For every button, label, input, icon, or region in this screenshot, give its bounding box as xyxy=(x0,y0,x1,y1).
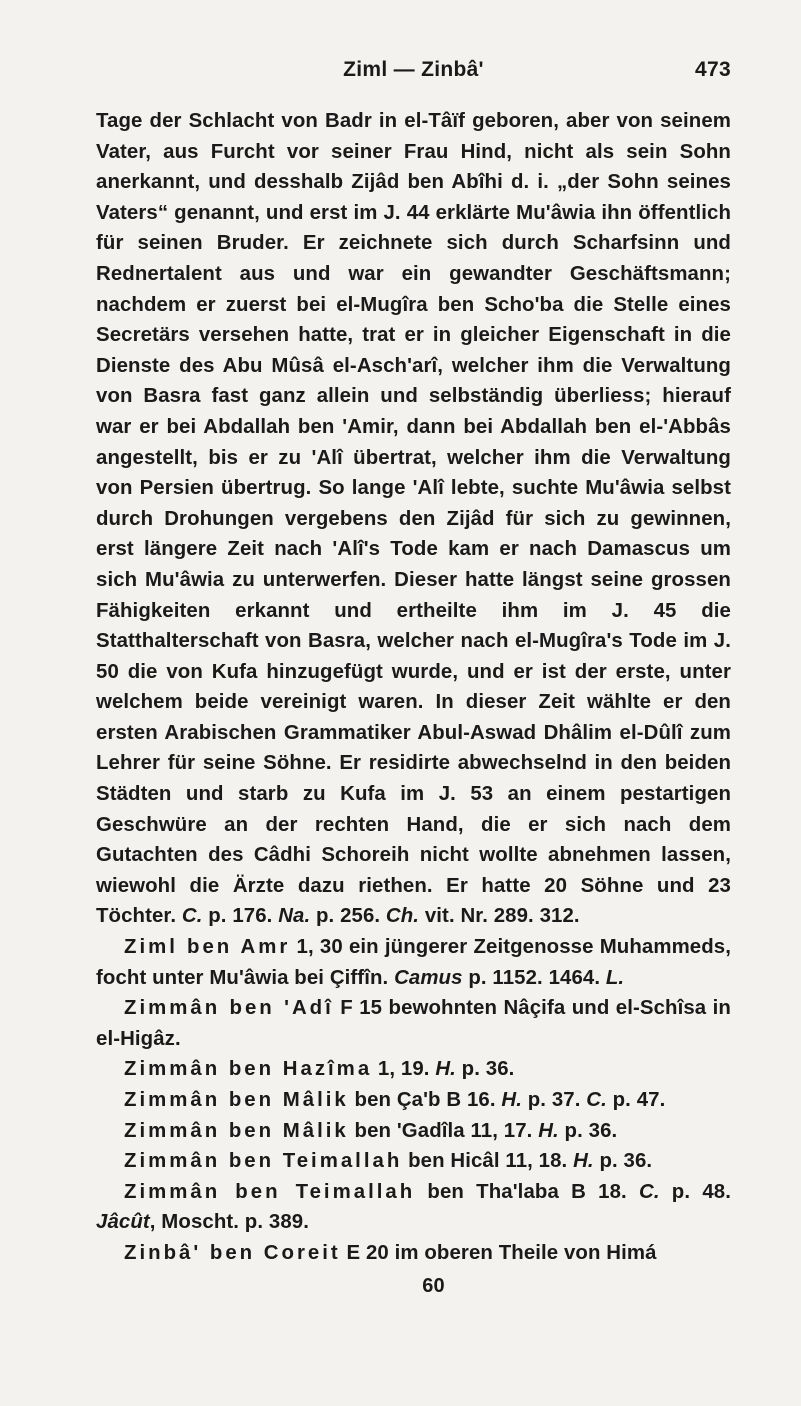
paragraph-refs xyxy=(182,905,580,927)
entry-head: Zimmân ben Mâlik xyxy=(124,1119,349,1142)
entry-part: H. xyxy=(538,1119,559,1142)
entry xyxy=(96,1085,731,1116)
signature-mark: 60 xyxy=(422,1274,445,1297)
entry-part: p. 36. xyxy=(558,1119,618,1142)
ref-part: p. 176. xyxy=(202,905,279,928)
ref-part: vit. Nr. 289. 312. xyxy=(419,905,580,928)
entry-part: p. 36. xyxy=(593,1150,653,1173)
ref-part: Na. xyxy=(278,905,311,928)
entry xyxy=(96,1054,731,1085)
entry-part: p. 48. xyxy=(659,1180,731,1203)
entry-part: Jâcût xyxy=(96,1211,150,1234)
ref-part: Ch. xyxy=(385,905,420,928)
entry-part: , Moscht. p. 389. xyxy=(149,1211,309,1234)
entry-head: Zimmân ben Hazîma xyxy=(124,1058,373,1081)
body-text xyxy=(96,106,731,1301)
entry-part: ben Ça'b B 16. xyxy=(348,1089,502,1111)
entry-part: p. 36. xyxy=(455,1058,515,1081)
entry xyxy=(96,932,731,993)
entry xyxy=(96,1146,731,1177)
entry-head: Ziml ben Amr xyxy=(124,936,291,959)
entry-part: 1, 19. xyxy=(372,1058,436,1081)
running-head xyxy=(96,48,731,88)
entry xyxy=(96,1177,731,1238)
entry-part: H. xyxy=(501,1089,522,1111)
entry-part: p. 47. xyxy=(606,1089,666,1111)
entry-part: p. 1152. 1464. xyxy=(462,966,606,989)
entry-part: ben Tha'laba B 18. xyxy=(415,1180,639,1203)
entry-part: L. xyxy=(605,966,625,989)
paragraph-text: Tage der Schlacht von Badr in el-Tâïf geboren, aber von seinem Vater, aus Furcht vor seiner Frau Hind, nicht als sein Sohn anerkannt, und desshalb Zijâd ben Abîhi d. i. „der Sohn seines Vaters“ genannt, und erst im J. 44 erklärte Mu'âwia ihn öffentlich für seinen Bruder. Er zeichnete sich durch Scharfsinn und Rednertalent aus und war ein gewandter Geschäftsmann; nachdem er zuerst bei el-Mugîra ben Scho'ba die Stelle eines Secretärs versehen hatte, trat er in gleicher Eigenschaft in die Dienste des Abu Mûsâ el-Asch'arî, welcher ihm die Verwaltung von Basra fast ganz allein und selbständig überliess; hierauf war er bei Abdallah ben 'Amir, dann bei Abdallah ben el-'Abbâs angestellt, bis er zu 'Alî übertrat, welcher ihm die Verwaltung von Persien übertrug. So lange 'Alî lebte, suchte Mu'âwia selbst durch Drohungen vergebens den Zijâd für sich zu gewinnen, erst längere Zeit nach 'Alî's Tode kam er nach Damascus um sich Mu'âwia zu unterwerfen. Dieser hatte längst seine grossen Fähigkeiten erkannt und ertheilte ihm im J. 45 die Statthalterschaft von Basra, welcher nach el-Mugîra's Tode im J. 50 die von Kufa hinzugefügt wurde, und er ist der erste, unter welchem beide vereinigt waren. In dieser Zeit wählte er den ersten Arabischen Grammatiker Abul-Aswad Dhâlim el-Dûlî zum Lehrer für seine Söhne. Er residirte abwechselnd in den beiden Städten und starb zu Kufa im J. 53 an einem pestartigen Geschwüre an der rechten Hand, die er sich nach dem Gutachten des Câdhi Schoreih nicht wollte abnehmen lassen, wiewohl die Ärzte dazu riethen. Er hatte 20 Söhne und 23 Töchter. xyxy=(96,110,731,928)
entry-part: C. xyxy=(586,1089,607,1111)
entry-part: H. xyxy=(435,1058,456,1081)
ref-part: C. xyxy=(181,905,203,928)
entry-part: H. xyxy=(573,1150,594,1173)
entry xyxy=(96,993,731,1054)
entry-head: Zimmân ben Mâlik xyxy=(124,1089,349,1111)
entry-part: 1, 30 ein jüngerer Zeitgenosse Muhammeds, focht unter Mu'âwia bei Çiffîn. xyxy=(96,936,731,989)
entry-part: ben 'Gadîla 11, 17. xyxy=(348,1119,539,1142)
entry xyxy=(96,1238,731,1269)
entry-part: C. xyxy=(639,1180,660,1203)
ref-part: p. 256. xyxy=(310,905,386,928)
entry-head: Zimmân ben 'Adî xyxy=(124,997,334,1020)
entry xyxy=(96,1116,731,1147)
entry-head: Zinbâ' ben Coreit xyxy=(124,1241,341,1264)
entry-part: Camus xyxy=(394,966,463,989)
entry-part: p. 37. xyxy=(521,1089,587,1111)
entry-part: E 20 im oberen Theile von Himá xyxy=(340,1241,657,1264)
page-number: 473 xyxy=(695,58,731,81)
entry-part: F 15 bewohnten Nâçifa und el-Schîsa in el-Higâz. xyxy=(96,997,731,1050)
running-head-title: Ziml — Zinbâ' xyxy=(343,58,484,81)
entry-part: ben Hicâl 11, 18. xyxy=(402,1150,574,1173)
main-paragraph xyxy=(96,106,731,932)
entry-head: Zimmân ben Teimallah xyxy=(124,1180,416,1203)
entry-head: Zimmân ben Teimallah xyxy=(124,1150,403,1173)
